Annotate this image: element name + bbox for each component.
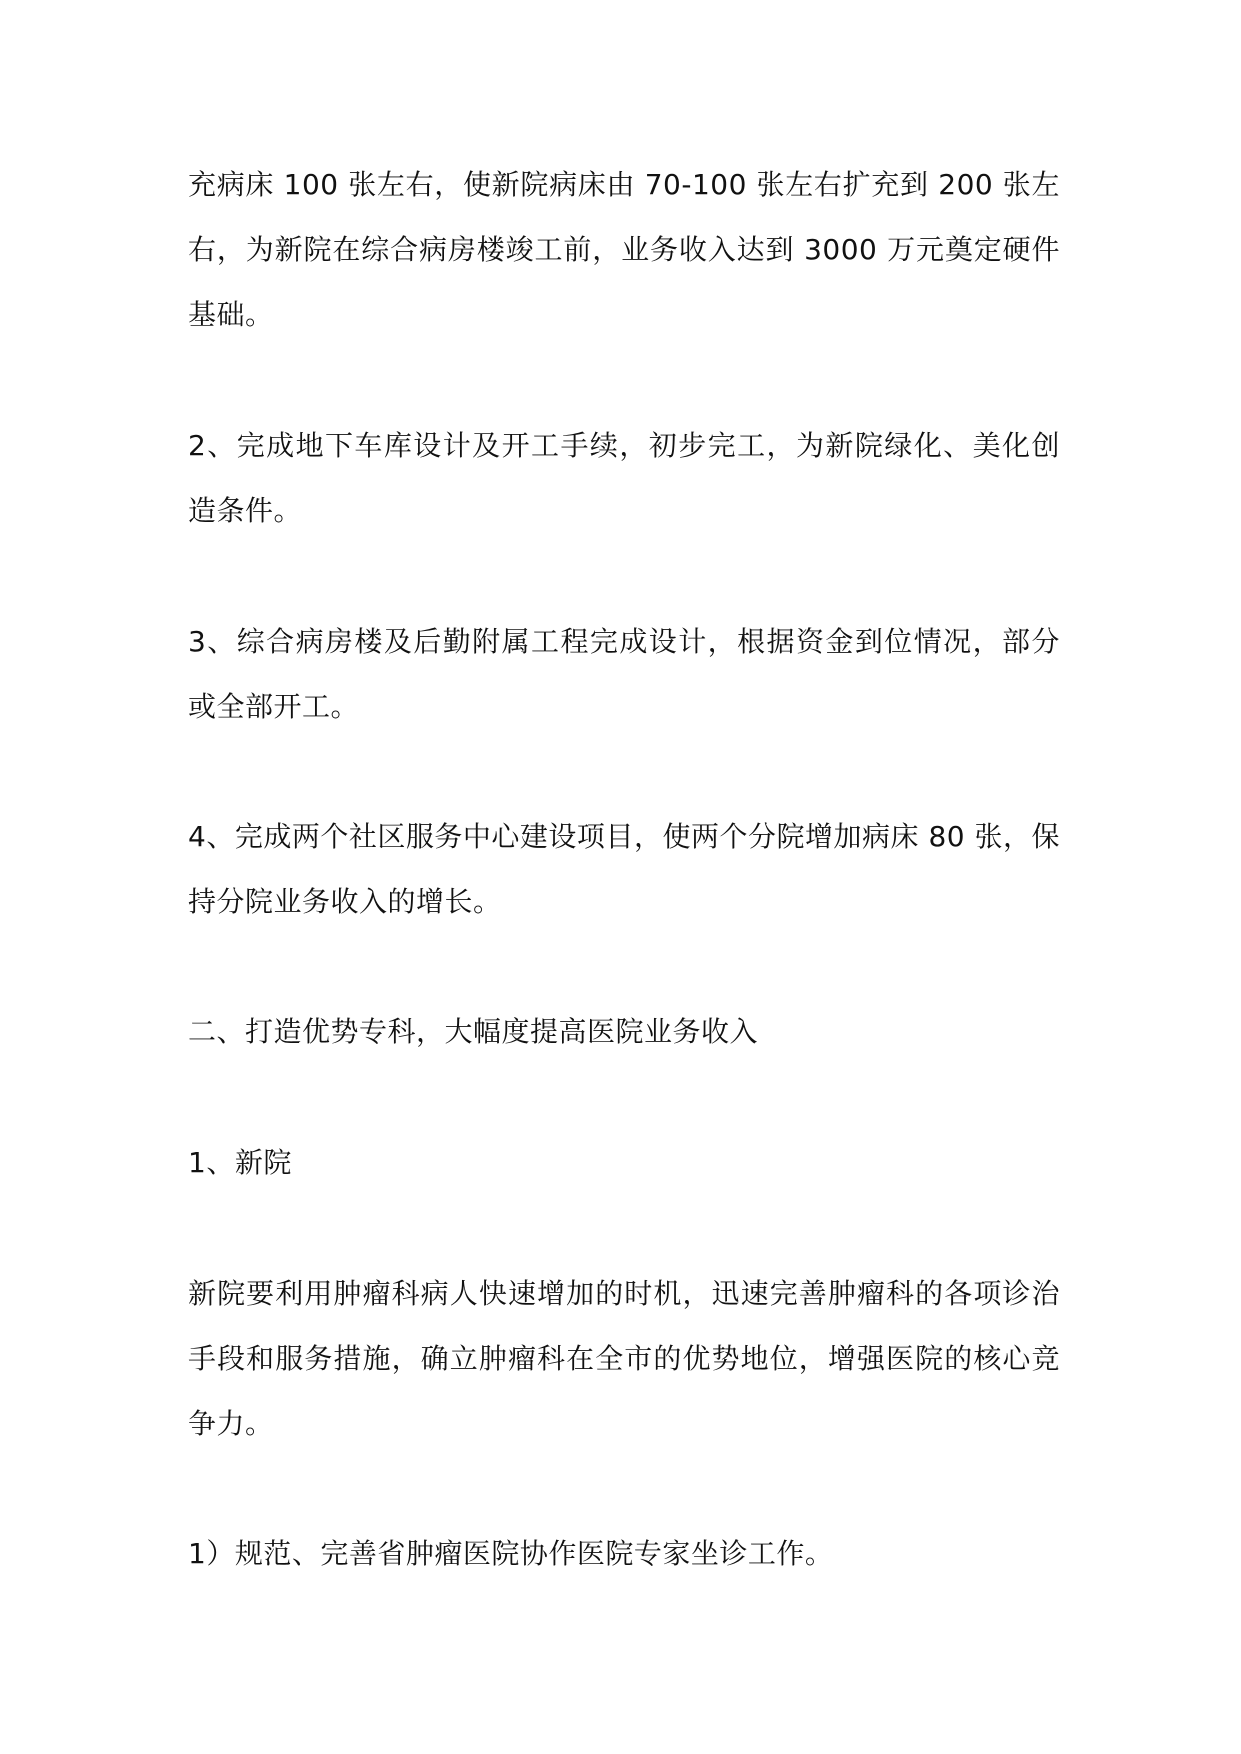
subsection-heading-new-hospital: 1、新院: [188, 1146, 292, 1179]
paragraph-ward-building-design: 3、综合病房楼及后勤附属工程完成设计，根据资金到位情况，部分或全部开工。: [188, 625, 1060, 723]
paragraph-bed-expansion: 充病床 100 张左右，使新院病床由 70-100 张左右扩充到 200 张左右，为新院在综合病房楼竣工前，业务收入达到 3000 万元奠定硬件基础。: [188, 168, 1060, 331]
paragraph-community-centers: 4、完成两个社区服务中心建设项目，使两个分院增加病床 80 张，保持分院业务收入的增长。: [188, 820, 1060, 918]
paragraph-oncology: 新院要利用肿瘤科病人快速增加的时机，迅速完善肿瘤科的各项诊治手段和服务措施，确立肿瘤科在全市的优势地位，增强医院的核心竞争力。: [188, 1277, 1060, 1440]
list-item-expert-clinic: 1）规范、完善省肿瘤医院协作医院专家坐诊工作。: [188, 1537, 834, 1570]
paragraph-underground-garage: 2、完成地下车库设计及开工手续，初步完工，为新院绿化、美化创造条件。: [188, 429, 1060, 527]
section-heading-specialty: 二、打造优势专科，大幅度提高医院业务收入: [188, 1015, 759, 1048]
